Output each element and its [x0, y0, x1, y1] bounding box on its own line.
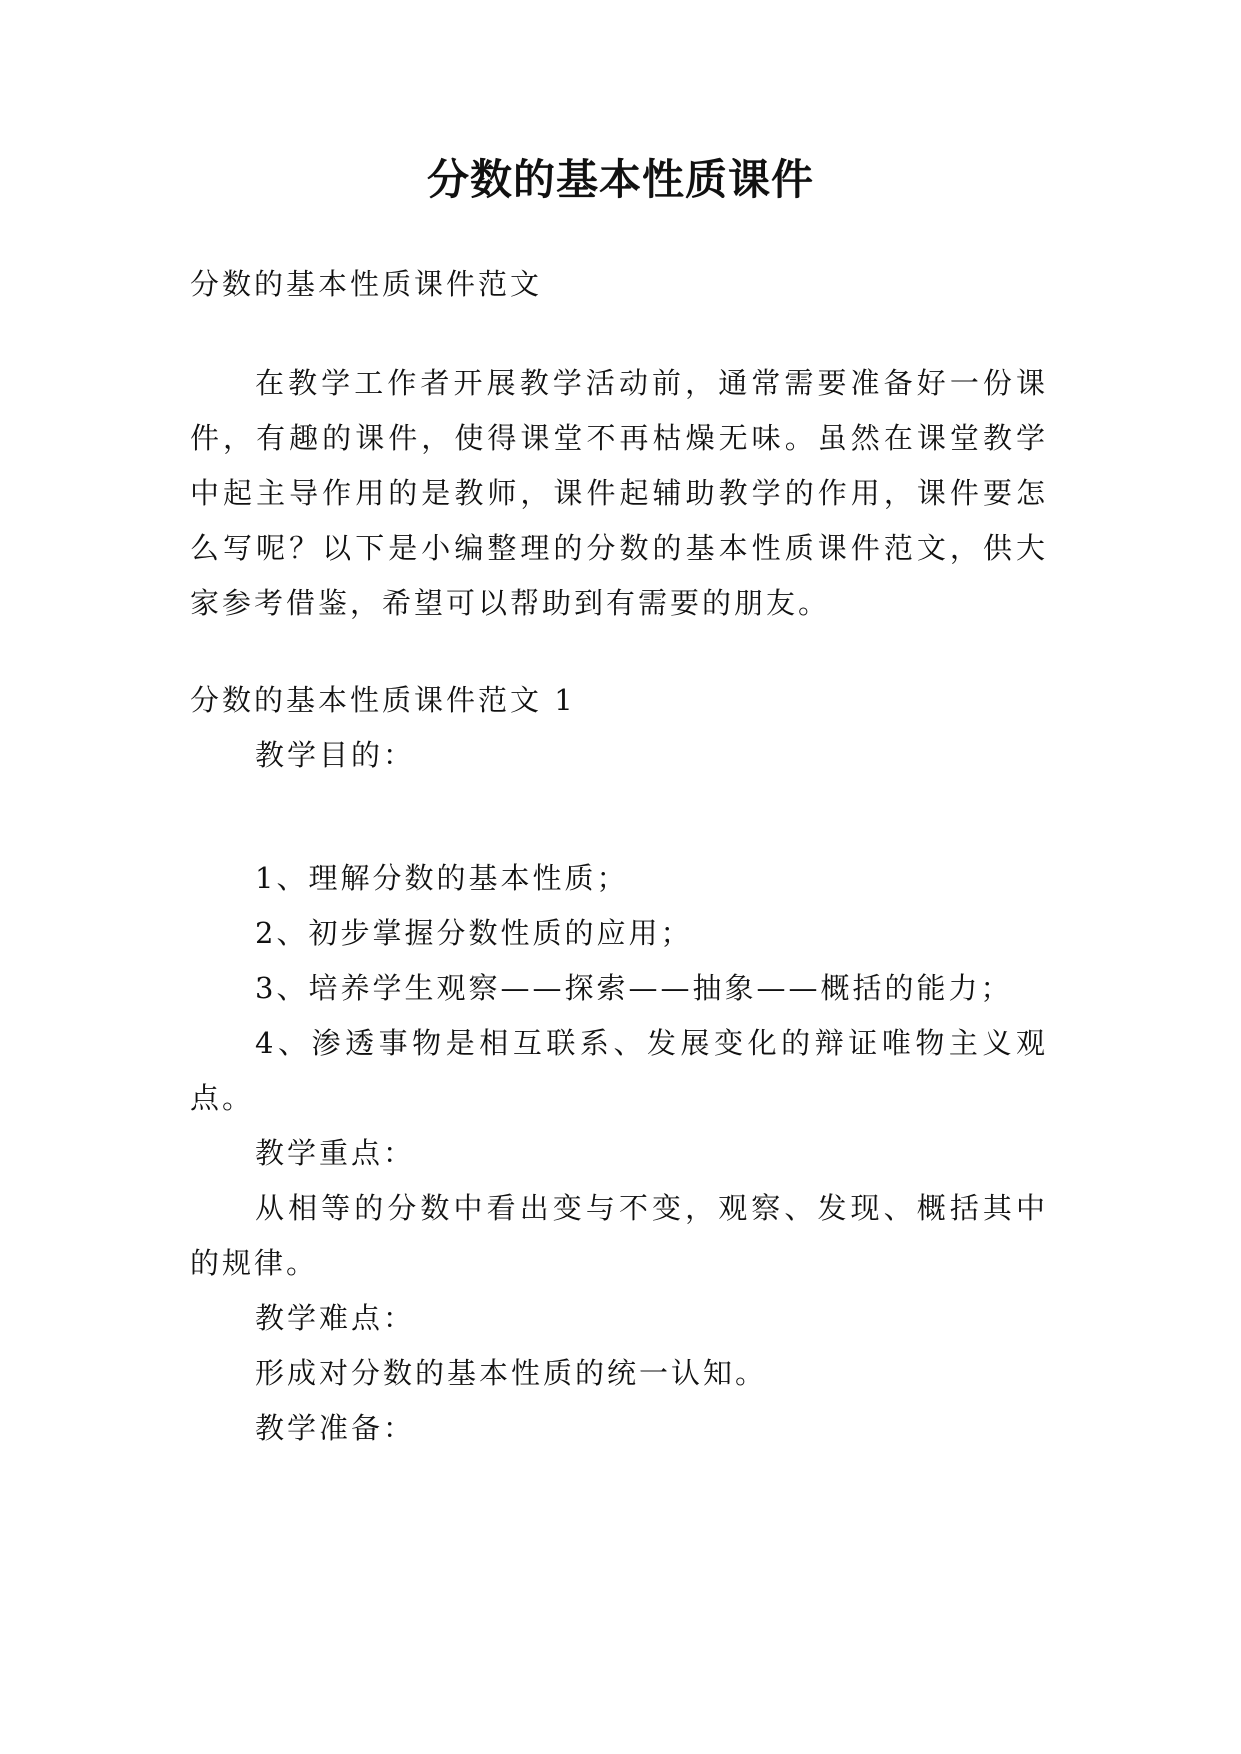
section-heading: 分数的基本性质课件范文 1	[190, 683, 576, 717]
preparation-label: 教学准备：	[255, 1411, 416, 1445]
key-point-label: 教学重点：	[255, 1136, 416, 1170]
objective-item: 3、培养学生观察——探索——抽象——概括的能力；	[255, 971, 1013, 1005]
key-point-line: 的规律。	[190, 1246, 319, 1280]
objectives-label: 教学目的：	[255, 738, 416, 772]
intro-line: 件，有趣的课件，使得课堂不再枯燥无味。虽然在课堂教学	[190, 421, 1048, 455]
objective-item: 4、渗透事物是相互联系、发展变化的辩证唯物主义观	[255, 1026, 1048, 1060]
document-subtitle: 分数的基本性质课件范文	[190, 267, 543, 301]
difficulty-text: 形成对分数的基本性质的统一认知。	[255, 1356, 768, 1390]
intro-line: 家参考借鉴，希望可以帮助到有需要的朋友。	[190, 586, 831, 620]
intro-line: 在教学工作者开展教学活动前，通常需要准备好一份课	[255, 366, 1048, 400]
intro-line: 中起主导作用的是教师，课件起辅助教学的作用，课件要怎	[190, 476, 1048, 510]
key-point-line: 从相等的分数中看出变与不变，观察、发现、概括其中	[255, 1191, 1048, 1225]
document-title: 分数的基本性质课件	[426, 155, 814, 204]
intro-line: 么写呢？以下是小编整理的分数的基本性质课件范文，供大	[190, 531, 1048, 565]
objective-item-continuation: 点。	[190, 1081, 255, 1115]
difficulty-label: 教学难点：	[255, 1301, 416, 1335]
objective-item: 2、初步掌握分数性质的应用；	[255, 916, 693, 950]
objective-item: 1、理解分数的基本性质；	[255, 861, 629, 895]
